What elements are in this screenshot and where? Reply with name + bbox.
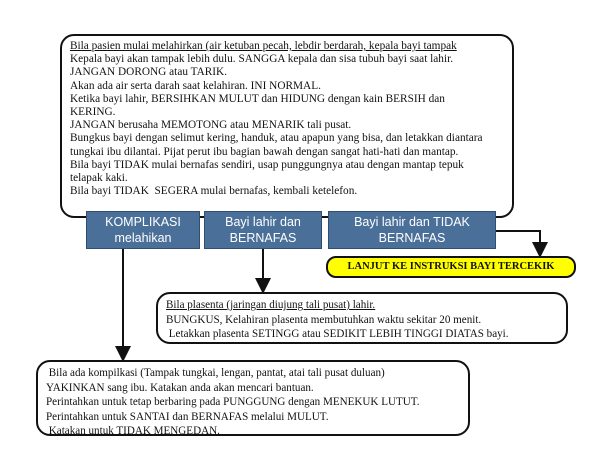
- instruction-line: Ketika bayi lahir, BERSIHKAN MULUT dan HIDUNG dengan kain BERSIH dan: [70, 92, 445, 105]
- instruction-line: tungkai ibu dilantai. Pijat perut ibu bagian bawah dengan sangat hati-hati dan mantap.: [70, 145, 459, 158]
- branch-tidak-bernafas-line2: BERNAFAS: [378, 231, 446, 245]
- instruction-line: Bungkus bayi dengan selimut kering, handuk, atau apapun yang bisa, dan letakkan diantara: [70, 132, 483, 145]
- branch-bernafas: [204, 211, 322, 249]
- birth-instructions-box: [60, 34, 514, 218]
- complication-line: Katakan untuk TIDAK MENGEDAN.: [46, 425, 220, 437]
- placenta-line: BUNGKUS, Kelahiran plasenta membutuhkan waktu sekitar 20 menit.: [166, 313, 482, 326]
- complication-line: Perintahkan untuk SANTAI dan BERNAFAS melalui MULUT.: [46, 410, 329, 423]
- branch-tidak-bernafas-line1: Bayi lahir dan TIDAK: [354, 215, 470, 229]
- branch-bernafas-line1: Bayi lahir dan: [225, 215, 301, 229]
- arrow-tidak-bernafas: [496, 231, 540, 250]
- instruction-line: JANGAN DORONG atau TARIK.: [70, 66, 228, 79]
- instruction-line: JANGAN berusaha MEMOTONG atau MENARIK tali pusat.: [70, 119, 352, 132]
- complication-instructions-box: [36, 360, 470, 436]
- branch-komplikasi: [86, 211, 200, 249]
- complication-line: YAKINKAN sang ibu. Katakan anda akan mencari bantuan.: [46, 381, 314, 394]
- placenta-title: Bila plasenta (jaringan diujung tali pusat) lahir.: [166, 299, 376, 311]
- complication-line: Bila ada kompilkasi (Tampak tungkai, lengan, pantat, atai tali pusat duluan): [46, 367, 385, 379]
- complication-line: Perintahkan untuk tetap berbaring pada PUNGGUNG dengan MENEKUK LUTUT.: [46, 396, 420, 408]
- branch-komplikasi-line1: KOMPLIKASI: [105, 215, 181, 229]
- instruction-line: Bila bayi TIDAK SEGERA mulai bernafas, kembali ketelefon.: [70, 185, 358, 198]
- birth-instructions-title: Bila pasien mulai melahirkan (air ketuban pecah, lebdir berdarah, kepala bayi tampak: [70, 40, 457, 52]
- instruction-line: Bila bayi TIDAK mulai bernafas sendiri, usap punggungnya atau dengan mantap tepuk: [70, 158, 464, 171]
- branch-bernafas-line2: BERNAFAS: [229, 231, 297, 245]
- placenta-line: Letakkan plasenta SETINGG atau SEDIKIT LEBIH TINGGI DIATAS bayi.: [166, 328, 509, 340]
- branch-tidak-bernafas: [328, 211, 496, 249]
- placenta-instructions-box: [156, 292, 568, 344]
- instruction-line: telapak kaki.: [70, 172, 128, 185]
- instruction-line: Akan ada air serta darah saat kelahiran. INI NORMAL.: [70, 79, 321, 92]
- branch-komplikasi-line2: melahikan: [114, 231, 172, 245]
- instruction-line: Kepala bayi akan tampak lebih dulu. SANGGA kepala dan sisa tubuh bayi saat lahir.: [70, 53, 454, 66]
- choking-instructions-link: LANJUT KE INSTRUKSI BAYI TERCEKIK: [326, 256, 576, 278]
- instruction-line: KERING.: [70, 106, 116, 119]
